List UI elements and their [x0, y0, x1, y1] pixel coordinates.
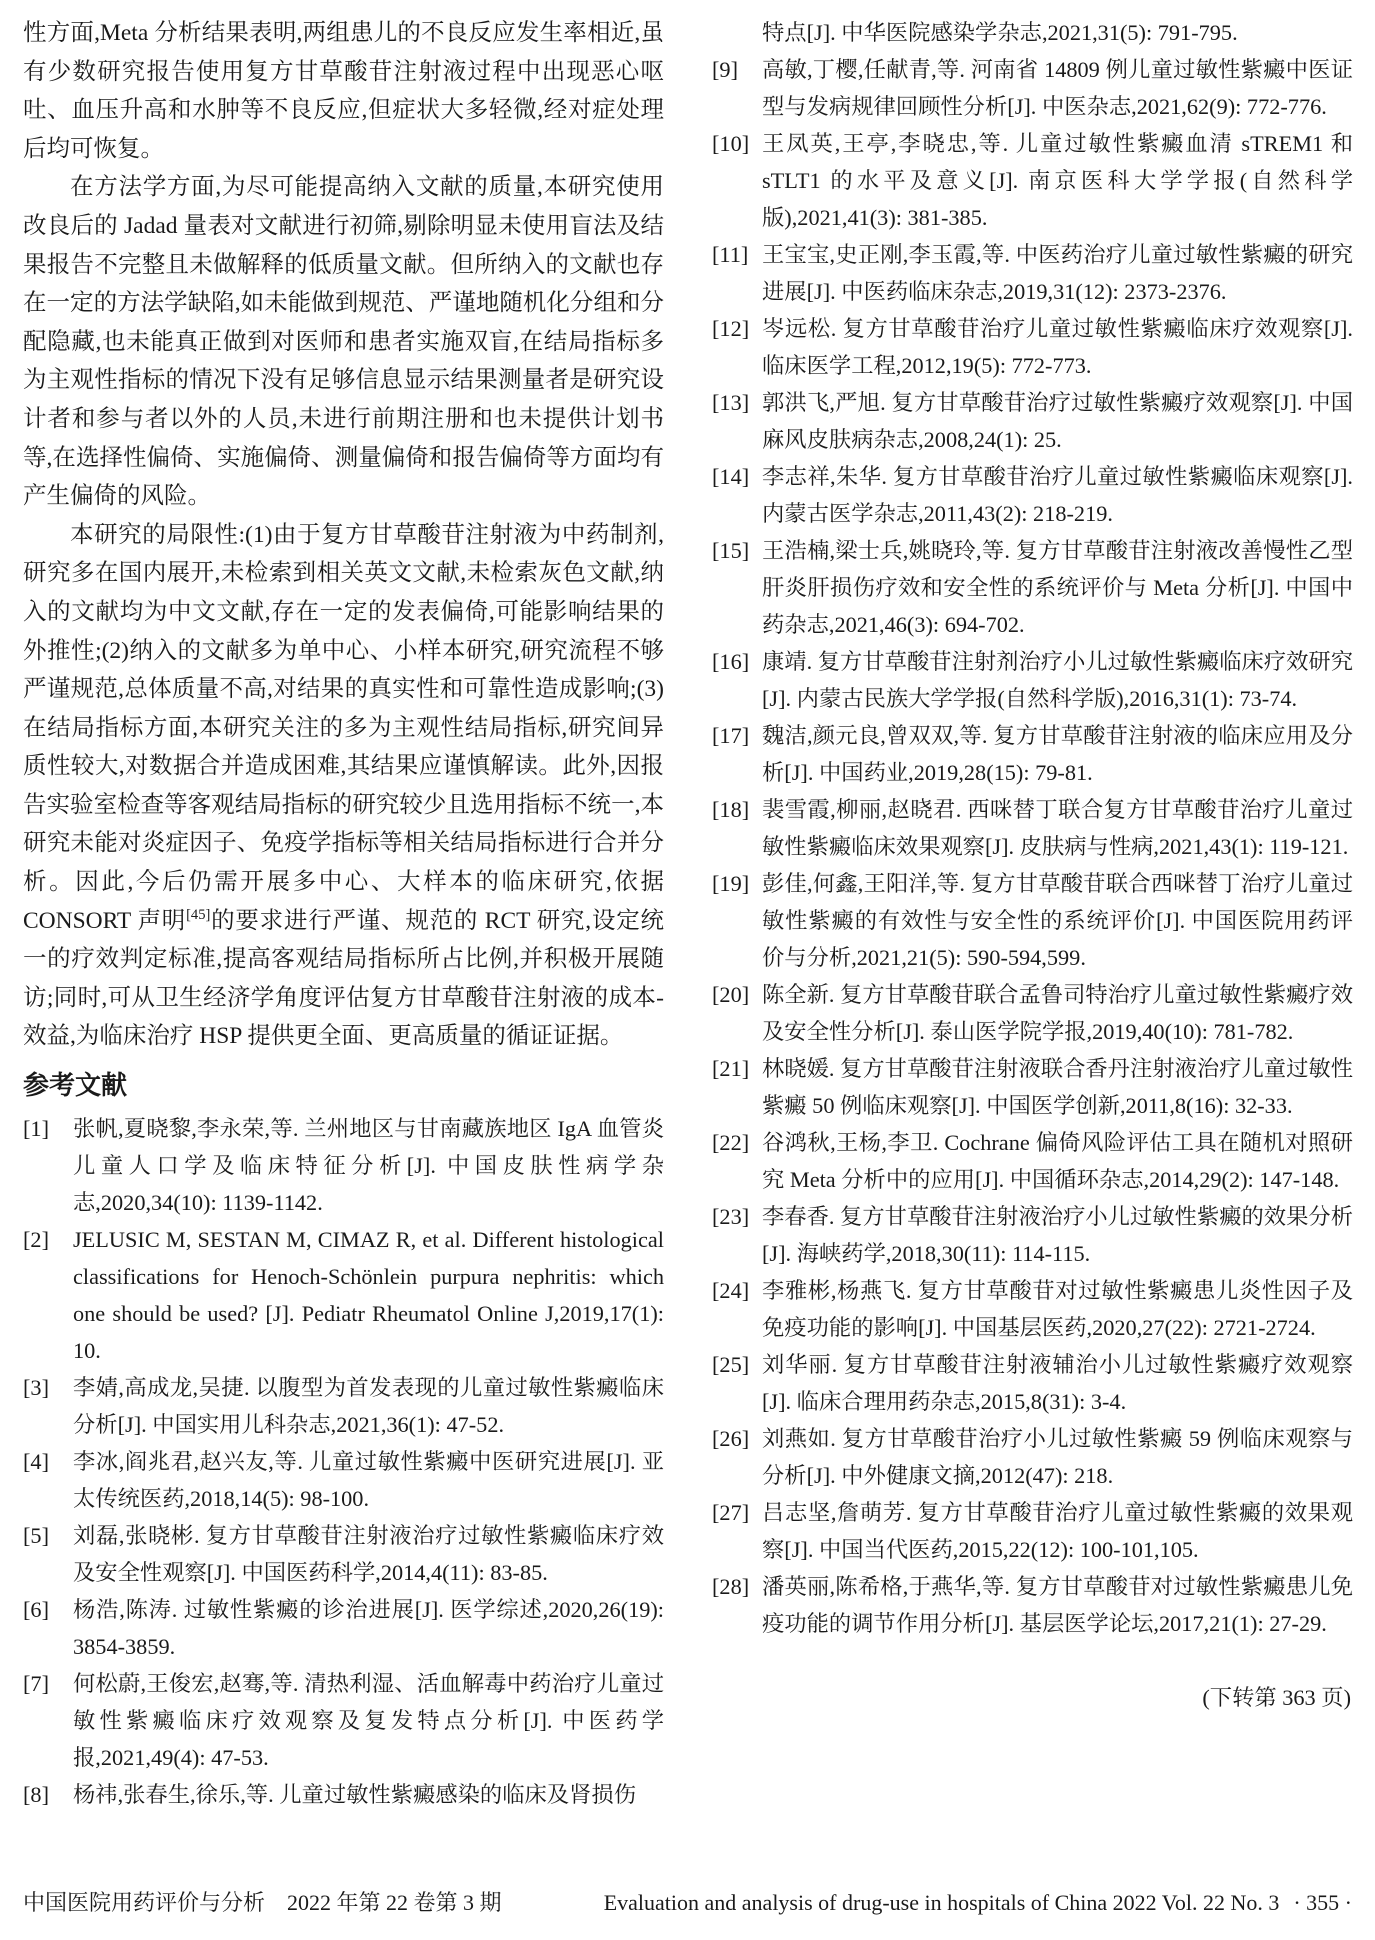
reference-text: 王凤英,王亭,李晓忠,等. 儿童过敏性紫癜血清 sTREM1 和 sTLT1 的水平及意义[J]. 南京医科大学学报(自然科学版),2021,41(3): 381-385.: [762, 131, 1353, 230]
footer-english-text: Evaluation and analysis of drug-use in hospitals of China 2022 Vol. 22 No. 3: [603, 1890, 1280, 1915]
reference-item: [23, 1517, 664, 1591]
reference-item: [712, 51, 1353, 125]
reference-number: [10]: [712, 131, 750, 156]
reference-number: [3]: [23, 1375, 49, 1401]
reference-item: [23, 1110, 664, 1221]
reference-number: [12]: [712, 316, 750, 341]
reference-item: [23, 1369, 664, 1443]
reference-item: [712, 976, 1353, 1050]
reference-number: [16]: [712, 649, 750, 674]
reference-item: [712, 236, 1353, 310]
reference-number: [23]: [712, 1204, 750, 1229]
reference-number: [19]: [712, 871, 750, 896]
reference-text: 谷鸿秋,王杨,李卫. Cochrane 偏倚风险评估工具在随机对照研究 Meta 分析中的应用[J]. 中国循环杂志,2014,29(2): 147-148.: [762, 1130, 1353, 1192]
reference-number: [9]: [712, 57, 738, 82]
reference-text: 何松蔚,王俊宏,赵骞,等. 清热利湿、活血解毒中药治疗儿童过敏性紫癜临床疗效观察及复发特点分析[J]. 中医药学报,2021,49(4): 47-53.: [73, 1671, 664, 1771]
reference-item: [712, 1124, 1353, 1198]
reference-text: 岑远松. 复方甘草酸苷治疗儿童过敏性紫癜临床疗效观察[J]. 临床医学工程,2012,19(5): 772-773.: [762, 316, 1353, 378]
reference-text: 李春香. 复方甘草酸苷注射液治疗小儿过敏性紫癜的效果分析[J]. 海峡药学,2018,30(11): 114-115.: [762, 1204, 1353, 1266]
reference-text: 裴雪霞,柳丽,赵晓君. 西咪替丁联合复方甘草酸苷治疗儿童过敏性紫癜临床效果观察[J]. 皮肤病与性病,2021,43(1): 119-121.: [762, 797, 1353, 859]
reference-item: [712, 1198, 1353, 1272]
citation-superscript-45: [45]: [186, 906, 211, 923]
reference-number: [8]: [23, 1782, 49, 1808]
paragraph-limitations: [23, 516, 664, 1056]
reference-text: 康靖. 复方甘草酸苷注射剂治疗小儿过敏性紫癜临床疗效研究[J]. 内蒙古民族大学学报(自然科学版),2016,31(1): 73-74.: [762, 649, 1353, 711]
reference-number: [11]: [712, 242, 749, 267]
reference-item: [712, 1568, 1353, 1642]
reference-number: [7]: [23, 1671, 49, 1697]
reference-number: [22]: [712, 1130, 750, 1155]
reference-text: 李冰,阎兆君,赵兴友,等. 儿童过敏性紫癜中医研究进展[J]. 亚太传统医药,2018,14(5): 98-100.: [73, 1449, 664, 1512]
reference-number: [4]: [23, 1449, 49, 1475]
reference-item: [712, 1050, 1353, 1124]
reference-item: [712, 310, 1353, 384]
reference-item: [712, 643, 1353, 717]
reference-item: [712, 717, 1353, 791]
reference-number: [2]: [23, 1227, 49, 1253]
reference-text: 刘华丽. 复方甘草酸苷注射液辅治小儿过敏性紫癜疗效观察[J]. 临床合理用药杂志,2015,8(31): 3-4.: [762, 1352, 1353, 1414]
reference-text: 李婧,高成龙,吴捷. 以腹型为首发表现的儿童过敏性紫癜临床分析[J]. 中国实用儿科杂志,2021,36(1): 47-52.: [73, 1375, 664, 1438]
reference-number: [13]: [712, 390, 750, 415]
footer-journal-title-chinese: 中国医院用药评价与分析 2022 年第 22 卷第 3 期: [23, 1890, 502, 1915]
reference-item: [712, 1346, 1353, 1420]
reference-number: [24]: [712, 1278, 750, 1303]
reference-text: 王宝宝,史正刚,李玉霞,等. 中医药治疗儿童过敏性紫癜的研究进展[J]. 中医药临床杂志,2019,31(12): 2373-2376.: [762, 242, 1353, 304]
reference-item: [23, 1443, 664, 1517]
references-heading: 参考文献: [23, 1070, 128, 1101]
reference-number: [1]: [23, 1116, 49, 1142]
reference-number: [28]: [712, 1574, 750, 1599]
paragraph-discussion-continued: 性方面,Meta 分析结果表明,两组患儿的不良反应发生率相近,虽有少数研究报告使用复方甘草酸苷注射液过程中出现恶心呕吐、血压升高和水肿等不良反应,但症状大多轻微,经对症处理后均可恢复。: [23, 20, 664, 162]
reference-item: [23, 1591, 664, 1665]
paragraph-methodology: 在方法学方面,为尽可能提高纳入文献的质量,本研究使用改良后的 Jadad 量表对文献进行初筛,剔除明显未使用盲法及结果报告不完整且未做解释的低质量文献。但所纳入的文献也存在一定的方法学缺陷,如未能做到规范、严谨地随机化分组和分配隐藏,也未能真正做到对医师和患者实施双盲,在结局指标多为主观性指标的情况下没有足够信息显示结果测量者是研究设计者和参与者以外的人员,未进行前期注册和也未提供计划书等,在选择性偏倚、实施偏倚、测量偏倚和报告偏倚等方面均有产生偏倚的风险。: [23, 174, 664, 510]
reference-text: 刘磊,张晓彬. 复方甘草酸苷注射液治疗过敏性紫癜临床疗效及安全性观察[J]. 中国医药科学,2014,4(11): 83-85.: [73, 1523, 664, 1586]
reference-number: [14]: [712, 464, 750, 489]
reference-number: [6]: [23, 1597, 49, 1623]
reference-text: 刘燕如. 复方甘草酸苷治疗小儿过敏性紫癜 59 例临床观察与分析[J]. 中外健康文摘,2012(47): 218.: [762, 1426, 1353, 1488]
reference-text: 陈全新. 复方甘草酸苷联合孟鲁司特治疗儿童过敏性紫癜疗效及安全性分析[J]. 泰山医学院学报,2019,40(10): 781-782.: [762, 982, 1353, 1044]
footer-journal-title-english: [604, 1888, 1352, 1918]
reference-text: 林晓媛. 复方甘草酸苷注射液联合香丹注射液治疗儿童过敏性紫癜 50 例临床观察[J]. 中国医学创新,2011,8(16): 32-33.: [762, 1056, 1353, 1118]
reference-item: [712, 532, 1353, 643]
reference-number: [712, 14, 762, 51]
reference-number: [5]: [23, 1523, 49, 1549]
reference-number: [17]: [712, 723, 750, 748]
reference-number: [26]: [712, 1426, 750, 1451]
page-number: · 355 ·: [1293, 1890, 1352, 1915]
reference-text: JELUSIC M, SESTAN M, CIMAZ R, et al. Different histological classifications for Henoch-Schönlein purpura nephritis: which one should be used? [J]. Pediatr Rheumatol Online J,2019,17(1): 10.: [73, 1227, 664, 1364]
continuation-note: (下转第 363 页): [1202, 1685, 1351, 1710]
reference-text: 魏洁,颜元良,曾双双,等. 复方甘草酸苷注射液的临床应用及分析[J]. 中国药业,2019,28(15): 79-81.: [762, 723, 1353, 785]
page-footer: [23, 1888, 1352, 1918]
reference-text: 杨祎,张春生,徐乐,等. 儿童过敏性紫癜感染的临床及肾损伤: [73, 1782, 636, 1808]
reference-text: 王浩楠,梁士兵,姚晓玲,等. 复方甘草酸苷注射液改善慢性乙型肝炎肝损伤疗效和安全性的系统评价与 Meta 分析[J]. 中国中药杂志,2021,46(3): 694-702.: [762, 538, 1353, 637]
right-column: [712, 14, 1353, 1716]
reference-item: [23, 1665, 664, 1776]
paragraph-limitations-text-continued: 的要求进行严谨、规范的 RCT 研究,设定统一的疗效判定标准,提高客观结局指标所占比例,并积极开展随访;同时,可从卫生经济学角度评估复方甘草酸苷注射液的成本-效益,为临床治疗 HSP 提供更全面、更高质量的循证证据。: [23, 907, 664, 1050]
reference-text: 李雅彬,杨燕飞. 复方甘草酸苷对过敏性紫癜患儿炎性因子及免疫功能的影响[J]. 中国基层医药,2020,27(22): 2721-2724.: [762, 1278, 1353, 1340]
reference-text: 吕志坚,詹萌芳. 复方甘草酸苷治疗儿童过敏性紫癜的效果观察[J]. 中国当代医药,2015,22(12): 100-101,105.: [762, 1500, 1353, 1562]
left-column: [23, 14, 664, 1813]
reference-number: [25]: [712, 1352, 750, 1377]
reference-item: [712, 791, 1353, 865]
reference-list-right: [712, 14, 1353, 1642]
reference-number: [18]: [712, 797, 750, 822]
reference-item: [712, 865, 1353, 976]
reference-text: 特点[J]. 中华医院感染学杂志,2021,31(5): 791-795.: [762, 20, 1238, 45]
reference-text: 张帆,夏晓黎,李永荣,等. 兰州地区与甘南藏族地区 IgA 血管炎儿童人口学及临床特征分析[J]. 中国皮肤性病学杂志,2020,34(10): 1139-1142.: [73, 1116, 664, 1216]
reference-number: [27]: [712, 1500, 750, 1525]
reference-number: [15]: [712, 538, 750, 563]
reference-list-left: [23, 1110, 664, 1813]
reference-number: [20]: [712, 982, 750, 1007]
reference-item: [712, 384, 1353, 458]
reference-item: [712, 1420, 1353, 1494]
reference-text: 李志祥,朱华. 复方甘草酸苷治疗儿童过敏性紫癜临床观察[J]. 内蒙古医学杂志,2011,43(2): 218-219.: [762, 464, 1353, 526]
reference-number: [21]: [712, 1056, 750, 1081]
reference-item: [712, 14, 1353, 51]
reference-text: 杨浩,陈涛. 过敏性紫癜的诊治进展[J]. 医学综述,2020,26(19): 3854-3859.: [73, 1597, 664, 1660]
reference-text: 潘英丽,陈希格,于燕华,等. 复方甘草酸苷对过敏性紫癜患儿免疫功能的调节作用分析[J]. 基层医学论坛,2017,21(1): 27-29.: [762, 1574, 1353, 1636]
reference-item: [712, 1494, 1353, 1568]
reference-item: [712, 458, 1353, 532]
reference-text: 郭洪飞,严旭. 复方甘草酸苷治疗过敏性紫癜疗效观察[J]. 中国麻风皮肤病杂志,2008,24(1): 25.: [762, 390, 1353, 452]
reference-text: 彭佳,何鑫,王阳洋,等. 复方甘草酸苷联合西咪替丁治疗儿童过敏性紫癜的有效性与安全性的系统评价[J]. 中国医院用药评价与分析,2021,21(5): 590-594,599.: [762, 871, 1353, 970]
paragraph-limitations-text: 本研究的局限性:(1)由于复方甘草酸苷注射液为中药制剂,研究多在国内展开,未检索到相关英文文献,未检索灰色文献,纳入的文献均为中文文献,存在一定的发表偏倚,可能影响结果的外推性;(2)纳入的文献多为单中心、小样本研究,研究流程不够严谨规范,总体质量不高,对结果的真实性和可靠性造成影响;(3)在结局指标方面,本研究关注的多为主观性结局指标,研究间异质性较大,对数据合并造成困难,其结果应谨慎解读。此外,因报告实验室检查等客观结局指标的研究较少且选用指标不统一,本研究未能对炎症因子、免疫学指标等相关结局指标进行合并分析。因此,今后仍需开展多中心、大样本的临床研究,依据 CONSORT 声明: [23, 521, 664, 934]
reference-item: [712, 1272, 1353, 1346]
reference-item: [23, 1776, 664, 1813]
reference-item: [23, 1221, 664, 1369]
reference-text: 高敏,丁樱,任献青,等. 河南省 14809 例儿童过敏性紫癜中医证型与发病规律回顾性分析[J]. 中医杂志,2021,62(9): 772-776.: [762, 57, 1353, 119]
reference-item: [712, 125, 1353, 236]
